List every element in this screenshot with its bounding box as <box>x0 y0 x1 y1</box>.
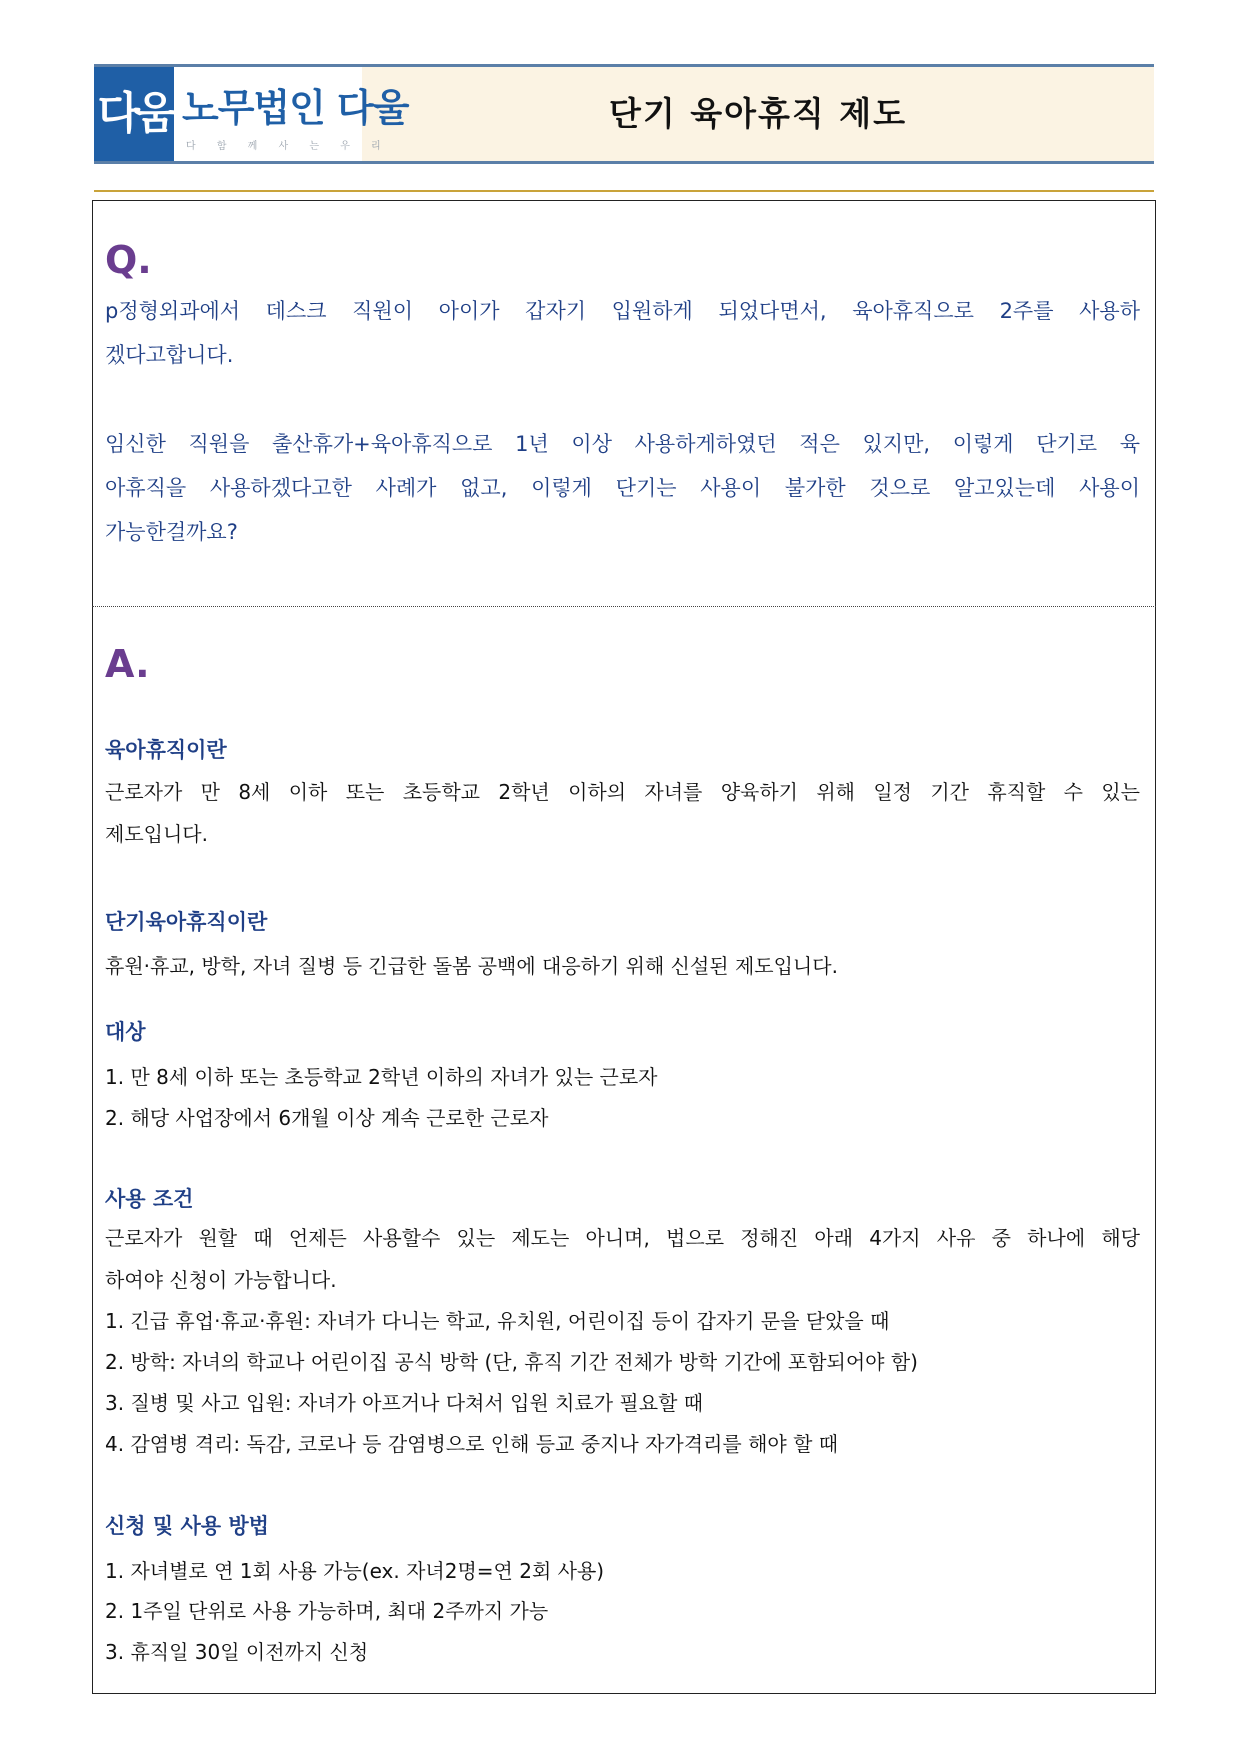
document-title: 단기 육아휴직 제도 <box>608 94 907 133</box>
body-line: 제도입니다. <box>105 822 208 846</box>
logo-mark: 다움 <box>94 67 174 161</box>
question-p1-line1: p정형외과에서 데스크 직원이 아이가 갑자기 입원하게 되었다면서, 육아휴직으로 2주를 사용하 <box>105 299 1140 323</box>
section-heading-application: 신청 및 사용 방법 <box>105 1514 269 1538</box>
header-divider <box>94 190 1154 192</box>
question-p2-line1: 임신한 직원을 출산휴가+육아휴직으로 1년 이상 사용하게하였던 적은 있지만, 이렇게 단기로 육 <box>105 432 1140 456</box>
question-paragraph-2 <box>105 422 1140 554</box>
section-body-conditions <box>105 1217 1140 1301</box>
list-item: 1. 긴급 휴업·휴교·휴원: 자녀가 다니는 학교, 유치원, 어린이집 등이 갑자기 문을 닫았을 때 <box>105 1309 890 1333</box>
section-heading-parental-leave: 육아휴직이란 <box>105 738 227 762</box>
section-heading-short-term-leave: 단기육아휴직이란 <box>105 910 268 934</box>
question-p2-line2: 아휴직을 사용하겠다고한 사례가 없고, 이렇게 단기는 사용이 불가한 것으로 알고있는데 사용이 <box>105 476 1140 500</box>
list-item: 1. 자녀별로 연 1회 사용 가능(ex. 자녀2명=연 2회 사용) <box>105 1559 605 1583</box>
logo-tagline: 다 함 께 사 는 우 리 <box>186 141 390 152</box>
qa-divider <box>92 606 1156 607</box>
section-heading-eligibility: 대상 <box>105 1020 146 1044</box>
list-item: 2. 해당 사업장에서 6개월 이상 계속 근로한 근로자 <box>105 1106 549 1130</box>
list-item: 3. 휴직일 30일 이전까지 신청 <box>105 1640 369 1664</box>
answer-mark: A. <box>105 642 150 686</box>
list-item: 1. 만 8세 이하 또는 초등학교 2학년 이하의 자녀가 있는 근로자 <box>105 1065 658 1089</box>
body-line: 근로자가 만 8세 이하 또는 초등학교 2학년 이하의 자녀를 양육하기 위해 일정 기간 휴직할 수 있는 <box>105 780 1140 804</box>
list-item: 4. 감염병 격리: 독감, 코로나 등 감염병으로 인해 등교 중지나 자가격리를 해야 할 때 <box>105 1432 839 1456</box>
list-item: 2. 1주일 단위로 사용 가능하며, 최대 2주까지 가능 <box>105 1599 549 1623</box>
list-item: 3. 질병 및 사고 입원: 자녀가 아프거나 다쳐서 입원 치료가 필요할 때 <box>105 1391 704 1415</box>
body-line: 휴원·휴교, 방학, 자녀 질병 등 긴급한 돌봄 공백에 대응하기 위해 신설된 제도입니다. <box>105 954 838 978</box>
list-item: 2. 방학: 자녀의 학교나 어린이집 공식 방학 (단, 휴직 기간 전체가 방학 기간에 포함되어야 함) <box>105 1350 918 1374</box>
question-mark: Q. <box>105 238 152 282</box>
company-logo <box>94 67 409 161</box>
body-line: 근로자가 원할 때 언제든 사용할수 있는 제도는 아니며, 법으로 정해진 아래 4가지 사유 중 하나에 해당 <box>105 1226 1140 1250</box>
question-p1-line2: 겠다고합니다. <box>105 343 234 367</box>
question-paragraph-1 <box>105 289 1140 377</box>
question-p2-line3: 가능한걸까요? <box>105 520 238 544</box>
section-body-parental-leave <box>105 771 1140 855</box>
document-header <box>94 64 1154 164</box>
body-line: 하여야 신청이 가능합니다. <box>105 1268 337 1292</box>
logo-company-name: 노무법인 다울 <box>182 86 409 130</box>
section-heading-conditions: 사용 조건 <box>105 1187 194 1211</box>
